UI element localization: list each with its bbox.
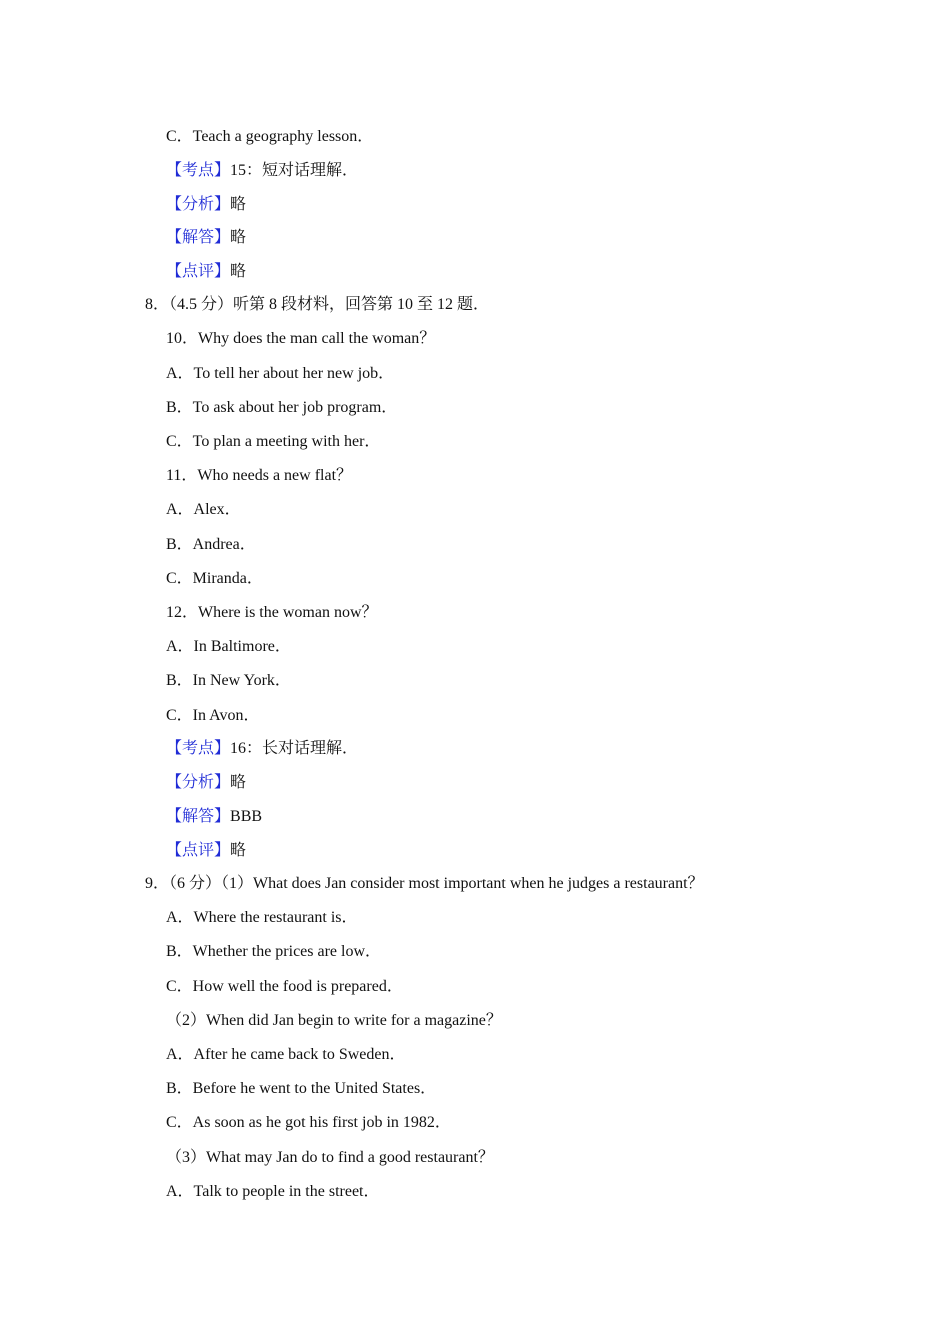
question-line: （3）What may Jan do to find a good restaurant？ xyxy=(166,1149,494,1166)
dianping-tag: 点评 xyxy=(182,263,215,280)
option-line: C．To plan a meeting with her． xyxy=(166,433,381,450)
option-line: B．Before he went to the United States． xyxy=(166,1080,437,1097)
jieda-line: 【解答】略 xyxy=(166,229,247,246)
option-line: A．In Baltimore． xyxy=(166,638,291,655)
option-line: B．Andrea． xyxy=(166,536,256,553)
question-heading: 9．（6 分）（1）What does Jan consider most important when he judges a restaurant？ xyxy=(145,875,704,892)
fenxi-line: 【分析】略 xyxy=(166,774,247,791)
question-line: 11．Who needs a new flat？ xyxy=(166,467,353,484)
option-line: C．Miranda． xyxy=(166,570,263,587)
dianping-line: 【点评】略 xyxy=(166,842,247,859)
option-line: B．In New York． xyxy=(166,672,291,689)
option-line: A．After he came back to Sweden． xyxy=(166,1046,406,1063)
question-line: 10．Why does the man call the woman？ xyxy=(166,330,436,347)
kaodian-line: 【考点】16：长对话理解． xyxy=(166,740,359,757)
kaodian-tag: 考点 xyxy=(182,162,215,179)
kaodian-line: 【考点】15：短对话理解． xyxy=(166,162,359,179)
question-heading: 8．（4.5 分）听第 8 段材料，回答第 10 至 12 题． xyxy=(145,296,490,313)
option-line: A．To tell her about her new job． xyxy=(166,365,395,382)
option-line: A．Where the restaurant is． xyxy=(166,909,358,926)
option-line: A．Alex． xyxy=(166,501,241,518)
kaodian-tag: 考点 xyxy=(182,740,215,757)
jieda-line: 【解答】BBB xyxy=(166,808,263,825)
option-line: C．As soon as he got his first job in 1982． xyxy=(166,1114,451,1131)
jieda-tag: 解答 xyxy=(182,808,215,825)
dianping-tag: 点评 xyxy=(182,842,215,859)
fenxi-tag: 分析 xyxy=(182,774,215,791)
option-line: A．Talk to people in the street． xyxy=(166,1183,380,1200)
option-line: C．How well the food is prepared． xyxy=(166,978,403,995)
option-line: B．Whether the prices are low． xyxy=(166,943,382,960)
option-line: B．To ask about her job program． xyxy=(166,399,398,416)
question-line: （2）When did Jan begin to write for a magazine？ xyxy=(166,1012,502,1029)
jieda-tag: 解答 xyxy=(182,229,215,246)
fenxi-line: 【分析】略 xyxy=(166,196,247,213)
option-line: C．In Avon． xyxy=(166,707,260,724)
option-line: C．Teach a geography lesson． xyxy=(166,128,374,145)
dianping-line: 【点评】略 xyxy=(166,263,247,280)
question-line: 12．Where is the woman now？ xyxy=(166,604,378,621)
fenxi-tag: 分析 xyxy=(182,196,215,213)
